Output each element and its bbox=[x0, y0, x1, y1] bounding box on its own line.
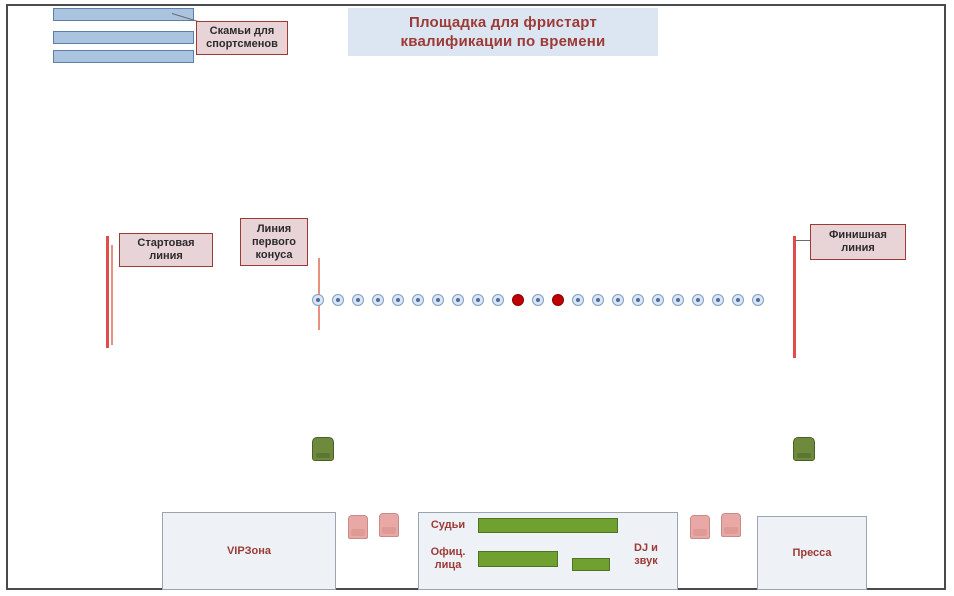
speaker-box bbox=[312, 437, 334, 461]
cone-marker bbox=[392, 294, 404, 306]
cone-marker bbox=[312, 294, 324, 306]
cone-center-dot bbox=[536, 298, 540, 302]
first-cone-label-line-1: Линия bbox=[256, 222, 292, 235]
cone-center-dot bbox=[596, 298, 600, 302]
start-line-label-line-2: линия bbox=[149, 250, 183, 262]
cone-center-dot bbox=[456, 298, 460, 302]
officials-label-line-1: Офиц. bbox=[430, 546, 466, 558]
cone-marker bbox=[752, 294, 764, 306]
cone-center-dot bbox=[656, 298, 660, 302]
start-line-label bbox=[119, 233, 213, 267]
cone-center-dot bbox=[676, 298, 680, 302]
cone-center-dot bbox=[316, 298, 320, 302]
first-cone-label-line-2: первого bbox=[252, 235, 296, 248]
cone-marker bbox=[592, 294, 604, 306]
officials-table bbox=[572, 558, 610, 571]
cone-center-dot bbox=[356, 298, 360, 302]
cone-marker bbox=[652, 294, 664, 306]
cone-center-dot bbox=[476, 298, 480, 302]
dj-label-line-1: DJ и bbox=[634, 542, 658, 554]
cone-center-dot bbox=[436, 298, 440, 302]
cone-marker-red bbox=[512, 294, 524, 306]
cone-marker bbox=[712, 294, 724, 306]
speaker-box bbox=[793, 437, 815, 461]
vip-zone bbox=[162, 512, 336, 590]
cone-marker bbox=[372, 294, 384, 306]
first-cone-label-line-3: конуса bbox=[255, 248, 293, 261]
finish-line-marker bbox=[793, 236, 796, 358]
diagram-title-text bbox=[401, 13, 606, 51]
start-line-marker bbox=[106, 236, 109, 348]
cone-marker bbox=[692, 294, 704, 306]
start-line-label-line-1: Стартовая bbox=[137, 237, 195, 249]
seat bbox=[348, 515, 368, 539]
cone-marker bbox=[732, 294, 744, 306]
cone-center-dot bbox=[396, 298, 400, 302]
cone-center-dot bbox=[736, 298, 740, 302]
cone-center-dot bbox=[416, 298, 420, 302]
cone-center-dot bbox=[616, 298, 620, 302]
dj-label-line-2: звук bbox=[634, 555, 658, 567]
benches-label-line-1: Скамьи для bbox=[209, 25, 275, 37]
title-line-2: квалификации по времени bbox=[400, 33, 606, 50]
cone-marker bbox=[472, 294, 484, 306]
cone-marker bbox=[672, 294, 684, 306]
finish-line-label-line-2: линия bbox=[841, 242, 875, 254]
cone-marker bbox=[352, 294, 364, 306]
athlete-bench bbox=[53, 31, 194, 44]
cone-center-dot bbox=[716, 298, 720, 302]
cone-marker bbox=[412, 294, 424, 306]
cone-marker bbox=[432, 294, 444, 306]
cone-marker bbox=[612, 294, 624, 306]
press-zone-label: Пресса bbox=[792, 547, 832, 559]
cone-center-dot bbox=[376, 298, 380, 302]
athlete-bench bbox=[53, 50, 194, 63]
cone-center-dot bbox=[336, 298, 340, 302]
first-cone-label bbox=[240, 218, 308, 266]
seat bbox=[721, 513, 741, 537]
dj-label bbox=[622, 542, 670, 568]
cone-center-dot bbox=[696, 298, 700, 302]
start-line-marker-thin bbox=[111, 245, 113, 345]
cone-marker bbox=[632, 294, 644, 306]
cone-marker bbox=[452, 294, 464, 306]
diagram-title bbox=[348, 8, 658, 56]
cone-marker bbox=[532, 294, 544, 306]
finish-line-label-line-1: Финишная bbox=[829, 229, 887, 241]
cone-center-dot bbox=[496, 298, 500, 302]
seat bbox=[690, 515, 710, 539]
cone-marker-red bbox=[552, 294, 564, 306]
judges-table bbox=[478, 518, 618, 533]
judges-label: Судьи bbox=[430, 519, 466, 531]
benches-label bbox=[196, 21, 288, 55]
cone-marker bbox=[332, 294, 344, 306]
cone-marker bbox=[572, 294, 584, 306]
cone-marker bbox=[492, 294, 504, 306]
title-line-1: Площадка для фристарт bbox=[408, 14, 597, 31]
seat bbox=[379, 513, 399, 537]
cone-center-dot bbox=[636, 298, 640, 302]
officials-label-line-2: лица bbox=[434, 559, 462, 571]
finish-line-label bbox=[810, 224, 906, 260]
cone-center-dot bbox=[756, 298, 760, 302]
benches-label-line-2: спортсменов bbox=[206, 38, 278, 50]
officials-table bbox=[478, 551, 558, 567]
cone-center-dot bbox=[576, 298, 580, 302]
officials-label bbox=[420, 546, 476, 572]
vip-zone-label: VIPЗона bbox=[226, 545, 272, 557]
press-zone bbox=[757, 516, 867, 590]
